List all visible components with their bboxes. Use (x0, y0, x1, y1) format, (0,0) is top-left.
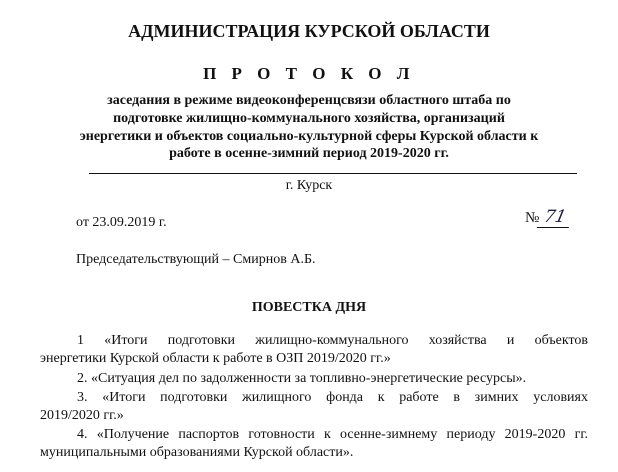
subtitle-line: заседания в режиме видеоконференцсвязи областного штаба по (107, 93, 511, 108)
header-divider (89, 173, 577, 174)
agenda-item-3-line-1: 3. «Итоги подготовки жилищного фонда к работе в зимних условиях (77, 390, 588, 405)
agenda-item-3-line-2: 2019/2020 гг.» (40, 408, 124, 423)
protocol-number (525, 207, 571, 228)
subtitle-line: работе в осенне-зимний период 2019-2020 гг. (169, 146, 449, 161)
handwritten-number: 71 (537, 207, 573, 228)
agenda-item-1-line-1: 1 «Итоги подготовки жилищно-коммунального хозяйства и объектов (77, 333, 588, 348)
agenda-item-4-line-1: 4. «Получение паспортов готовности к осенне-зимнему периоду 2019-2020 гг. (77, 427, 588, 442)
subtitle-line: энергетики и объектов социально-культурной сферы Курской области к (79, 129, 539, 144)
chairperson-line: Председательствующий – Смирнов А.Б. (76, 252, 316, 267)
agenda-item-4-line-2: муниципальными образованиями Курской области». (40, 445, 354, 460)
city-label: г. Курск (285, 178, 333, 193)
document-title: П Р О Т О К О Л (203, 64, 415, 83)
protocol-date: от 23.09.2019 г. (76, 215, 167, 230)
number-sign: № (525, 210, 540, 226)
agenda-item-1-line-2: энергетики Курской области к работе в ОЗП 2019/2020 гг.» (40, 351, 391, 366)
organization-heading: АДМИНИСТРАЦИЯ КУРСКОЙ ОБЛАСТИ (128, 21, 490, 41)
agenda-heading: ПОВЕСТКА ДНЯ (251, 300, 367, 315)
subtitle-line: подготовке жилищно-коммунального хозяйства, организаций (113, 111, 505, 126)
agenda-item-2: 2. «Ситуация дел по задолженности за топливно-энергетические ресурсы». (77, 371, 527, 386)
